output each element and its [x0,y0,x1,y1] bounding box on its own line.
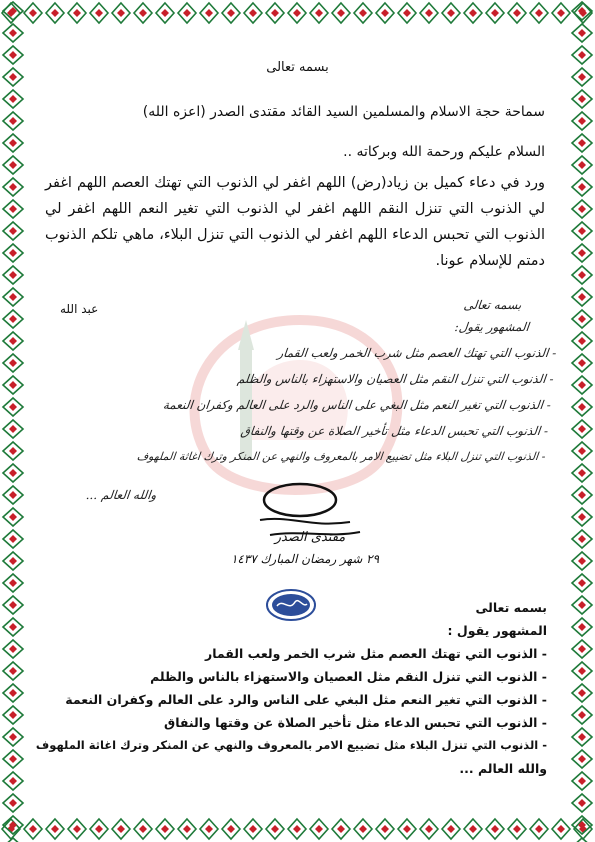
typed-title: بسمه تعالى [475,600,547,615]
handwritten-line: - الذنوب التي تنزل البلاء مثل تضييع الامر بالمعروف والنهي عن المنكر وترك اغاثة الملهوف [136,450,547,463]
handwritten-line: بسمه تعالى [462,298,523,312]
handwritten-line: - الذنوب التي تغير النعم مثل البغي على الناس والرد على العالم وكفران النعمة [162,398,552,412]
decorative-border-left [0,0,26,842]
typed-item: - الذنوب التي تحبس الدعاء مثل تأخير الصلاة عن وقتها والنفاق [164,715,547,730]
typed-closing: والله العالم ... [459,761,547,776]
signature-block [200,480,400,600]
typed-item: - الذنوب التي تهتك العصم مثل شرب الخمر ولعب القمار [205,646,547,661]
typed-intro: المشهور يقول : [447,623,547,638]
decorative-border-top [0,0,595,26]
typed-transcription [35,596,547,780]
decorative-border-bottom [0,816,595,842]
typed-item: - الذنوب التي تغير النعم مثل البغي على الناس والرد على العالم وكفران النعمة [65,692,547,707]
handwritten-line: - الذنوب التي تحبس الدعاء مثل تأخير الصلاة عن وقتها والنفاق [239,424,549,438]
handwritten-line: - الذنوب التي تنزل النقم مثل العصيان والاستهزاء بالناس والظلم [236,372,555,386]
typed-item: - الذنوب التي تنزل البلاء مثل تضييع الامر بالمعروف والنهي عن المنكر وترك اغاثة الملهوف [35,738,547,752]
signature-date: ٢٩ شهر رمضان المبارك ١٤٣٧ [230,552,380,566]
handwritten-line: المشهور يقول: [453,320,530,334]
handwritten-line: والله العالم ... [85,488,158,502]
handwritten-line: - الذنوب التي تهتك العصم مثل شرب الخمر ولعب القمار [276,346,558,360]
letter-greeting: السلام عليكم ورحمة الله وبركاته .. [343,144,545,160]
letter-body: ورد في دعاء كميل بن زياد(رض) اللهم اغفر لي الذنوب التي تهتك العصم اللهم اغفر لي الذنوب التي تنزل النقم اللهم اغفر لي الذنوب التي تغير النعم اللهم اغفر لي الذنوب التي تحبس الدعاء اللهم اغفر لي الذنوب التي تنزل البلاء، ماهي تلكم الذنوب دمتم للإسلام عونا. [45,175,545,269]
typed-item: - الذنوب التي تنزل النقم مثل العصيان والاستهزاء بالناس والظلم [150,669,547,684]
letter-page [35,40,558,800]
letter-basmala: بسمه تعالى [266,60,329,75]
letter-address: سماحة حجة الاسلام والمسلمين السيد القائد مقتدى الصدر (اعزه الله) [142,104,545,120]
signature-name: مقتدى الصدر [274,530,346,545]
decorative-border-right [569,0,595,842]
letter-signoff: عبد الله [60,302,99,316]
